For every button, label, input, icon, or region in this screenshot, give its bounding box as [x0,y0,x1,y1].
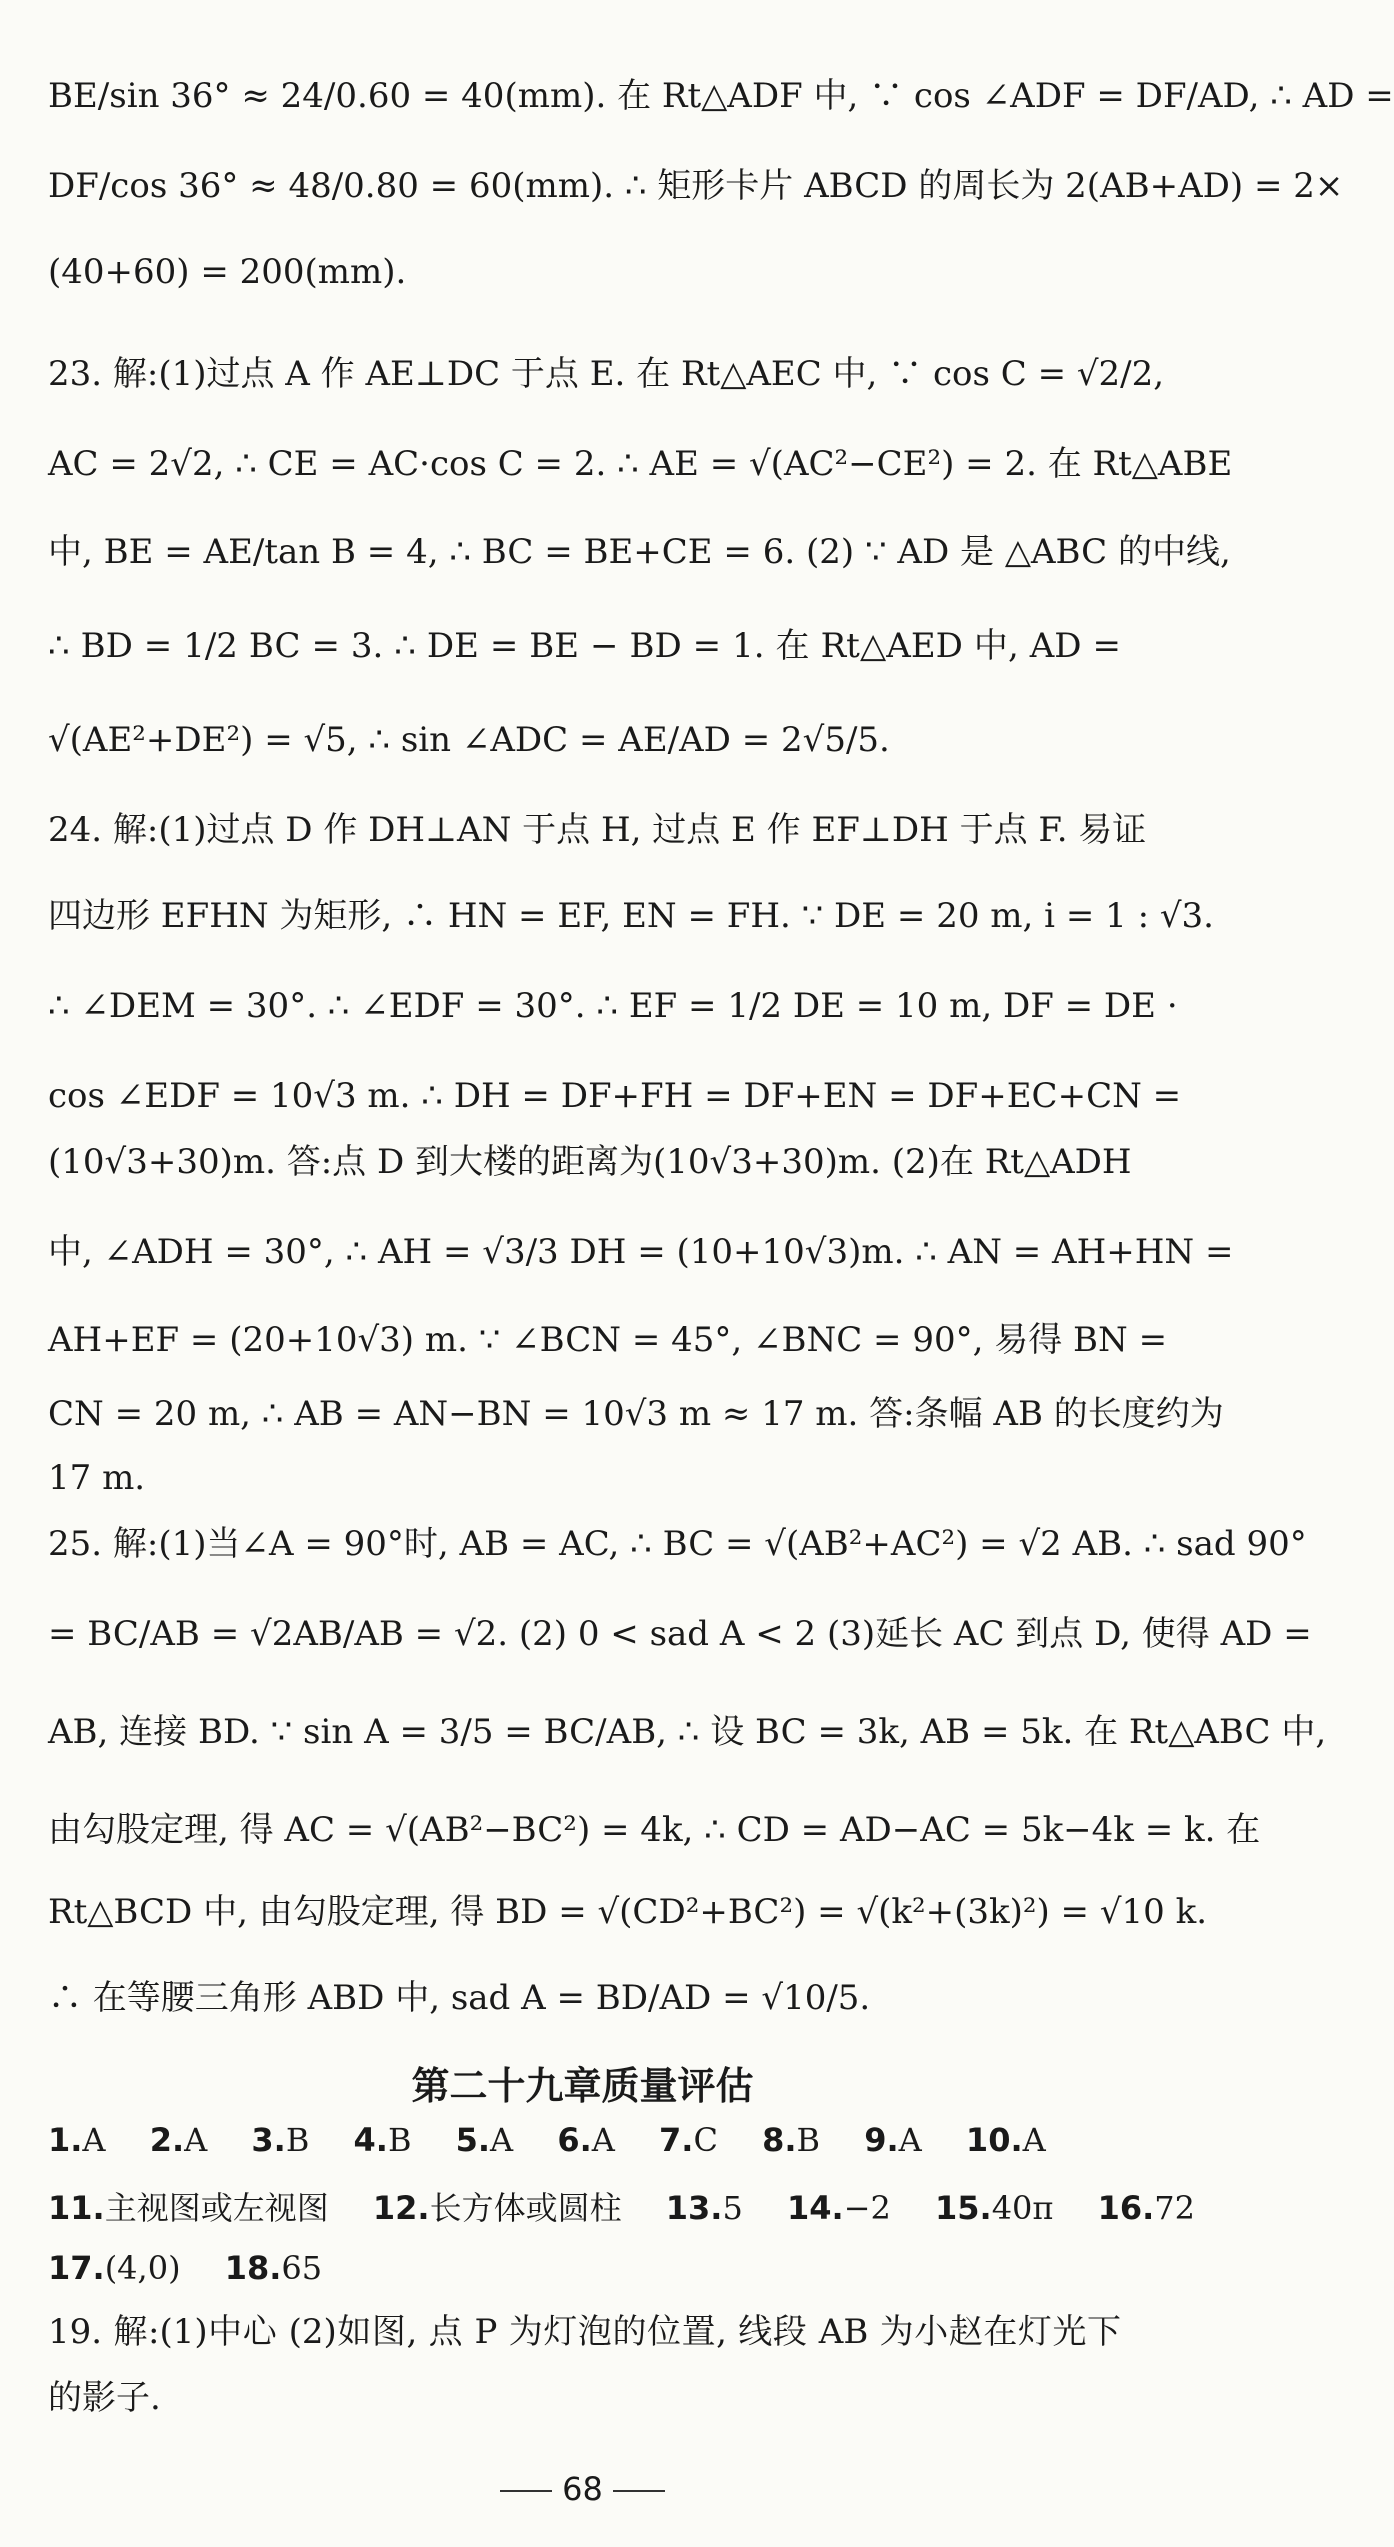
text-line: ∴ ∠DEM = 30°. ∴ ∠EDF = 30°. ∴ EF = 1/2 DE = 10 m, DF = DE · [48,986,1178,1026]
text-line: CN = 20 m, ∴ AB = AN−BN = 10√3 m ≈ 17 m. 答:条幅 AB 的长度约为 [48,1394,1224,1434]
text-line: 中, ∠ADH = 30°, ∴ AH = √3/3 DH = (10+10√3)m. ∴ AN = AH+HN = [48,1232,1234,1272]
answer-item: 17.(4,0) [48,2249,181,2287]
text-line: 中, BE = AE/tan B = 4, ∴ BC = BE+CE = 6. (2) ∵ AD 是 △ABC 的中线, [48,532,1231,572]
page-footer [0,2470,1165,2508]
answer-row-fill [48,2186,1196,2230]
text-line: AH+EF = (20+10√3) m. ∵ ∠BCN = 45°, ∠BNC = 90°, 易得 BN = [48,1320,1168,1360]
text-line: cos ∠EDF = 10√3 m. ∴ DH = DF+FH = DF+EN = DF+EC+CN = [48,1076,1182,1116]
text-line: 23. 解:(1)过点 A 作 AE⊥DC 于点 E. 在 Rt△AEC 中, ∵ cos C = √2/2, [48,354,1165,394]
footer-rule [613,2490,665,2492]
text-line: DF/cos 36° ≈ 48/0.80 = 60(mm). ∴ 矩形卡片 ABCD 的周长为 2(AB+AD) = 2× [48,166,1344,206]
answer-item: 13.5 [665,2189,743,2227]
text-line: √(AE²+DE²) = √5, ∴ sin ∠ADC = AE/AD = 2√5/5. [48,720,890,760]
answer-item: 5.A [455,2121,514,2159]
text-line: BE/sin 36° ≈ 24/0.60 = 40(mm). 在 Rt△ADF 中, ∵ cos ∠ADF = DF/AD, ∴ AD = [48,76,1394,116]
text-line: Rt△BCD 中, 由勾股定理, 得 BD = √(CD²+BC²) = √(k²+(3k)²) = √10 k. [48,1892,1208,1932]
text-line: 四边形 EFHN 为矩形, ∴ HN = EF, EN = FH. ∵ DE = 20 m, i = 1 : √3. [48,896,1214,936]
page-number: 68 [562,2470,603,2508]
answer-row-choice [48,2118,1121,2162]
answer-item: 14.−2 [786,2189,891,2227]
answer-item: 7.C [659,2121,718,2159]
text-line: 19. 解:(1)中心 (2)如图, 点 P 为灯泡的位置, 线段 AB 为小赵在灯光下 [48,2312,1121,2352]
answer-item: 12.长方体或圆柱 [372,2189,622,2227]
answer-item: 11.主视图或左视图 [48,2189,329,2227]
answer-item: 3.B [251,2121,310,2159]
answer-item: 18.65 [224,2249,323,2287]
text-line: 24. 解:(1)过点 D 作 DH⊥AN 于点 H, 过点 E 作 EF⊥DH 于点 F. 易证 [48,810,1147,850]
text-line: 17 m. [48,1458,146,1498]
answer-item: 4.B [353,2121,412,2159]
text-line: 的影子. [48,2378,161,2418]
answer-item: 8.B [762,2121,821,2159]
text-line: ∴ BD = 1/2 BC = 3. ∴ DE = BE − BD = 1. 在 Rt△AED 中, AD = [48,626,1121,666]
text-line: ∴ 在等腰三角形 ABD 中, sad A = BD/AD = √10/5. [48,1978,871,2018]
text-line: (10√3+30)m. 答:点 D 到大楼的距离为(10√3+30)m. (2)在 Rt△ADH [48,1142,1132,1182]
text-line: (40+60) = 200(mm). [48,252,407,292]
answer-item: 16.72 [1097,2189,1196,2227]
answer-item: 2.A [149,2121,208,2159]
answer-item: 10.A [965,2121,1046,2159]
text-line: AC = 2√2, ∴ CE = AC·cos C = 2. ∴ AE = √(AC²−CE²) = 2. 在 Rt△ABE [48,444,1233,484]
answer-item: 9.A [864,2121,922,2159]
answer-item: 1.A [48,2121,106,2159]
text-line: 25. 解:(1)当∠A = 90°时, AB = AC, ∴ BC = √(AB²+AC²) = √2 AB. ∴ sad 90° [48,1524,1307,1564]
answer-item: 6.A [557,2121,615,2159]
chapter-heading: 第二十九章质量评估 [411,2064,754,2108]
answer-item: 15.40π [935,2189,1054,2227]
text-line: 由勾股定理, 得 AC = √(AB²−BC²) = 4k, ∴ CD = AD−AC = 5k−4k = k. 在 [48,1810,1261,1850]
footer-rule [500,2490,552,2492]
text-line: AB, 连接 BD. ∵ sin A = 3/5 = BC/AB, ∴ 设 BC = 3k, AB = 5k. 在 Rt△ABC 中, [48,1712,1327,1752]
text-line: = BC/AB = √2AB/AB = √2. (2) 0 < sad A < 2 (3)延长 AC 到点 D, 使得 AD = [48,1614,1312,1654]
answer-row-fill-2 [48,2246,1121,2290]
